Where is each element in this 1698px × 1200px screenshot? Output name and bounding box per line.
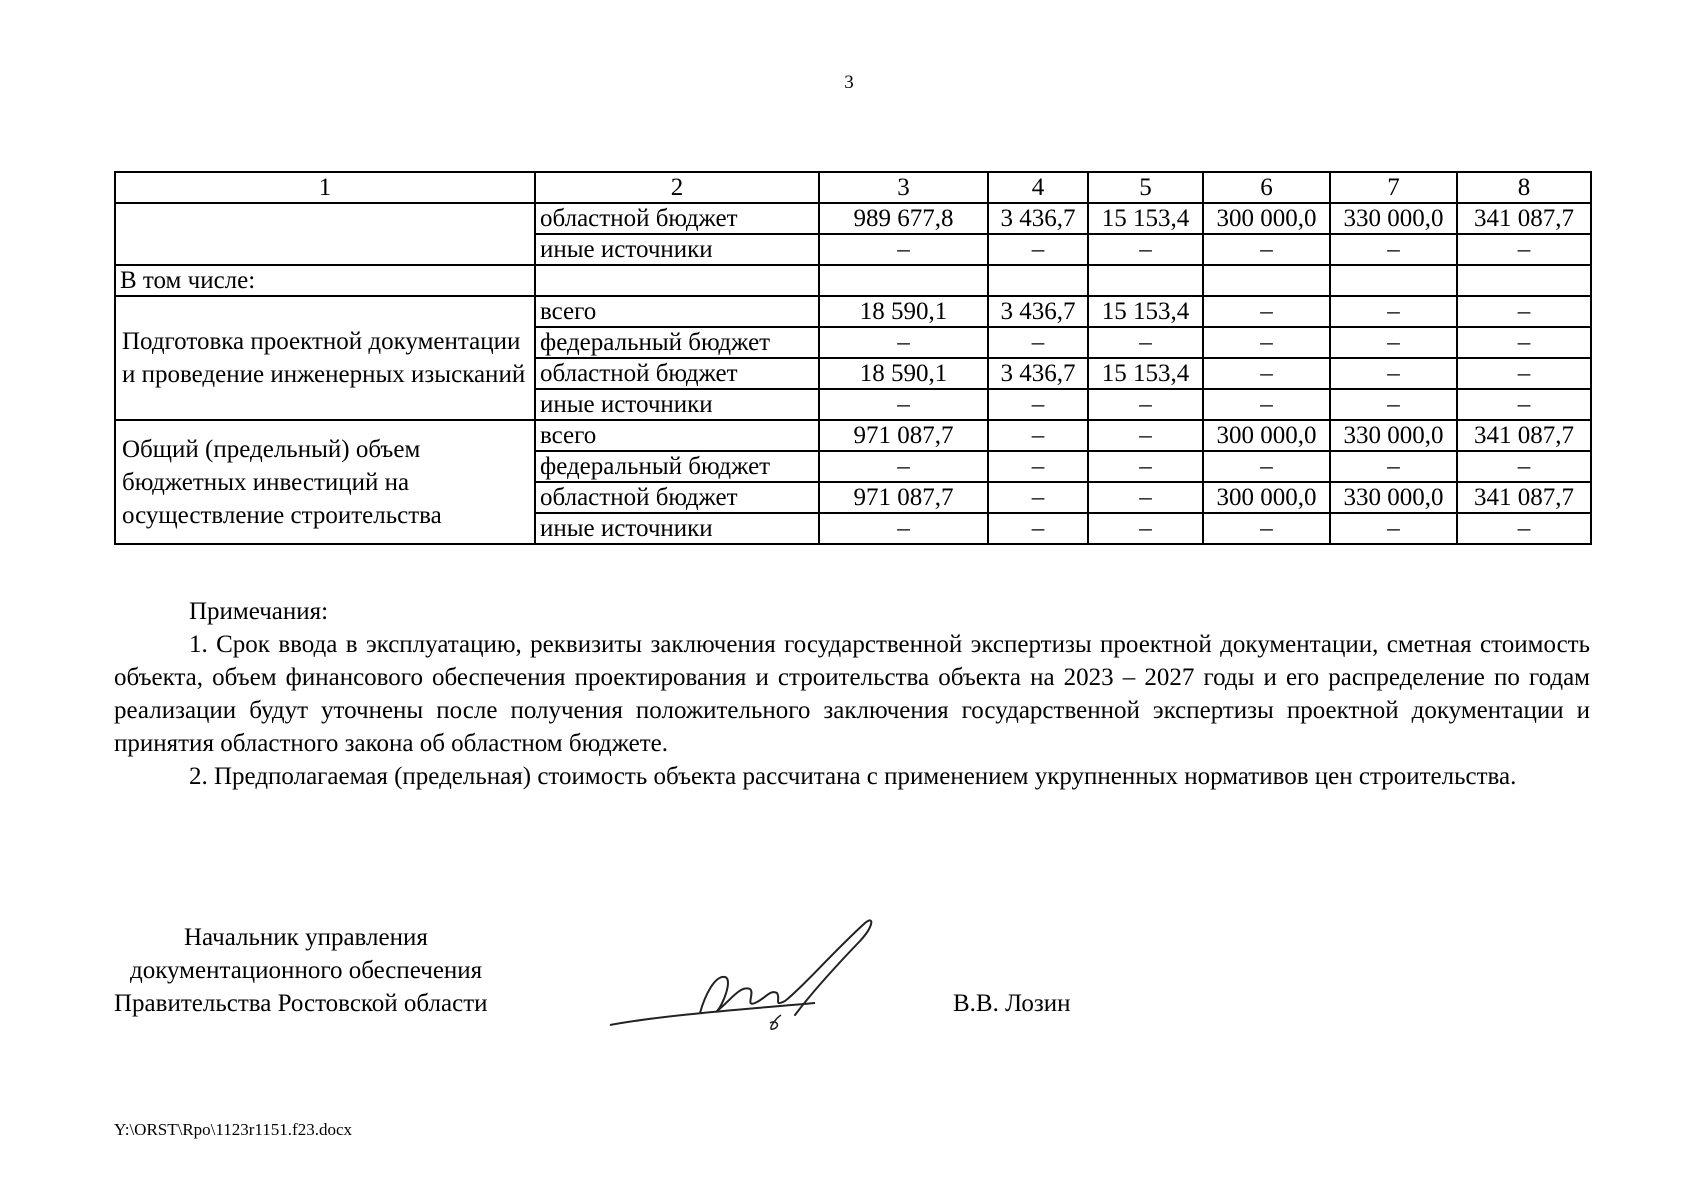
value-cell: – (819, 234, 988, 265)
group-name-design: Подготовка проектной документации и проведение инженерных изысканий (115, 296, 535, 420)
empty-cell (1330, 265, 1457, 296)
value-cell: – (819, 389, 988, 420)
value-cell: – (1203, 451, 1330, 482)
value-cell: 989 677,8 (819, 203, 988, 234)
table-row (115, 296, 1591, 327)
value-cell: – (1457, 234, 1591, 265)
value-cell: – (1088, 420, 1203, 451)
value-cell: 18 590,1 (819, 358, 988, 389)
empty-cell (535, 265, 819, 296)
value-cell: 300 000,0 (1203, 482, 1330, 513)
budget-table (114, 171, 1592, 545)
value-cell: – (988, 389, 1088, 420)
funding-source-cell: иные источники (535, 234, 819, 265)
column-header: 7 (1330, 172, 1457, 203)
funding-source-cell: областной бюджет (535, 482, 819, 513)
value-cell: 3 436,7 (988, 358, 1088, 389)
value-cell: – (1457, 513, 1591, 544)
value-cell: – (1088, 451, 1203, 482)
value-cell: – (1457, 327, 1591, 358)
value-cell: – (988, 451, 1088, 482)
column-header: 2 (535, 172, 819, 203)
value-cell: – (1203, 296, 1330, 327)
value-cell: 330 000,0 (1330, 203, 1457, 234)
value-cell: 3 436,7 (988, 203, 1088, 234)
table-row (115, 420, 1591, 451)
table-row (115, 203, 1591, 234)
column-header: 8 (1457, 172, 1591, 203)
position-line: Правительства Ростовской области (114, 990, 488, 1017)
column-header: 5 (1088, 172, 1203, 203)
funding-source-cell: федеральный бюджет (535, 327, 819, 358)
empty-cell (988, 265, 1088, 296)
position-line: документационного обеспечения (130, 957, 483, 984)
funding-source-cell: иные источники (535, 513, 819, 544)
value-cell: 971 087,7 (819, 420, 988, 451)
value-cell: 15 153,4 (1088, 358, 1203, 389)
value-cell: – (1203, 234, 1330, 265)
value-cell: – (1330, 358, 1457, 389)
funding-source-cell: областной бюджет (535, 358, 819, 389)
value-cell: – (1330, 327, 1457, 358)
value-cell: 330 000,0 (1330, 420, 1457, 451)
empty-group-cell (115, 203, 535, 265)
funding-source-cell: всего (535, 420, 819, 451)
handwritten-signature (605, 915, 895, 1035)
including-row (115, 265, 1591, 296)
value-cell: – (1457, 389, 1591, 420)
value-cell: – (819, 451, 988, 482)
value-cell: – (1203, 389, 1330, 420)
empty-cell (1203, 265, 1330, 296)
including-label: В том числе: (115, 265, 535, 296)
column-header: 4 (988, 172, 1088, 203)
column-header: 3 (819, 172, 988, 203)
value-cell: – (1457, 358, 1591, 389)
value-cell: – (1457, 451, 1591, 482)
value-cell: 3 436,7 (988, 296, 1088, 327)
empty-cell (819, 265, 988, 296)
value-cell: – (1203, 513, 1330, 544)
value-cell: – (1457, 296, 1591, 327)
value-cell: – (1088, 389, 1203, 420)
value-cell: 971 087,7 (819, 482, 988, 513)
empty-cell (1457, 265, 1591, 296)
value-cell: – (988, 513, 1088, 544)
value-cell: 18 590,1 (819, 296, 988, 327)
value-cell: – (988, 482, 1088, 513)
column-header: 1 (115, 172, 535, 203)
funding-source-cell: федеральный бюджет (535, 451, 819, 482)
funding-source-cell: всего (535, 296, 819, 327)
group-name-total-investment: Общий (предельный) объем бюджетных инвестиций на осуществление строительства (115, 420, 535, 544)
value-cell: 300 000,0 (1203, 203, 1330, 234)
value-cell: – (1330, 513, 1457, 544)
value-cell: – (988, 234, 1088, 265)
value-cell: – (819, 513, 988, 544)
funding-source-cell: иные источники (535, 389, 819, 420)
value-cell: – (1330, 234, 1457, 265)
page-number: 3 (844, 72, 854, 93)
notes-section (114, 595, 1590, 793)
value-cell: – (1088, 234, 1203, 265)
value-cell: – (1088, 513, 1203, 544)
value-cell: 330 000,0 (1330, 482, 1457, 513)
position-line: Начальник управления (184, 924, 428, 951)
value-cell: – (1203, 358, 1330, 389)
value-cell: 300 000,0 (1203, 420, 1330, 451)
value-cell: – (1330, 451, 1457, 482)
column-header: 6 (1203, 172, 1330, 203)
value-cell: – (1203, 327, 1330, 358)
value-cell: 15 153,4 (1088, 296, 1203, 327)
signatory-name: В.В. Лозин (953, 990, 1071, 1017)
value-cell: – (988, 327, 1088, 358)
value-cell: – (1330, 389, 1457, 420)
note-item: 2. Предполагаемая (предельная) стоимость объекта рассчитана с применением укрупненных нормативов цен строительства. (189, 763, 1517, 790)
file-path: Y:\ORST\Rpo\1123r1151.f23.docx (114, 1120, 353, 1139)
value-cell: – (1088, 482, 1203, 513)
value-cell: – (819, 327, 988, 358)
value-cell: 341 087,7 (1457, 420, 1591, 451)
value-cell: 15 153,4 (1088, 203, 1203, 234)
note-item: 1. Срок ввода в эксплуатацию, реквизиты заключения государственной экспертизы проектной документации, сметная стоимость объекта, объем финансового обеспечения проектирования и строительства объекта на 2023 – 2027 годы и его распределение по годам реализации будут уточнены после получения положительного заключения государственной экспертизы проектной документации и принятия областного закона об областном бюджете. (114, 631, 1590, 757)
funding-source-cell: областной бюджет (535, 203, 819, 234)
signatory-position (114, 921, 544, 1020)
value-cell: – (1088, 327, 1203, 358)
value-cell: 341 087,7 (1457, 482, 1591, 513)
value-cell: 341 087,7 (1457, 203, 1591, 234)
empty-cell (1088, 265, 1203, 296)
notes-title: Примечания: (189, 598, 329, 625)
table-header-row (115, 172, 1591, 203)
value-cell: – (988, 420, 1088, 451)
value-cell: – (1330, 296, 1457, 327)
